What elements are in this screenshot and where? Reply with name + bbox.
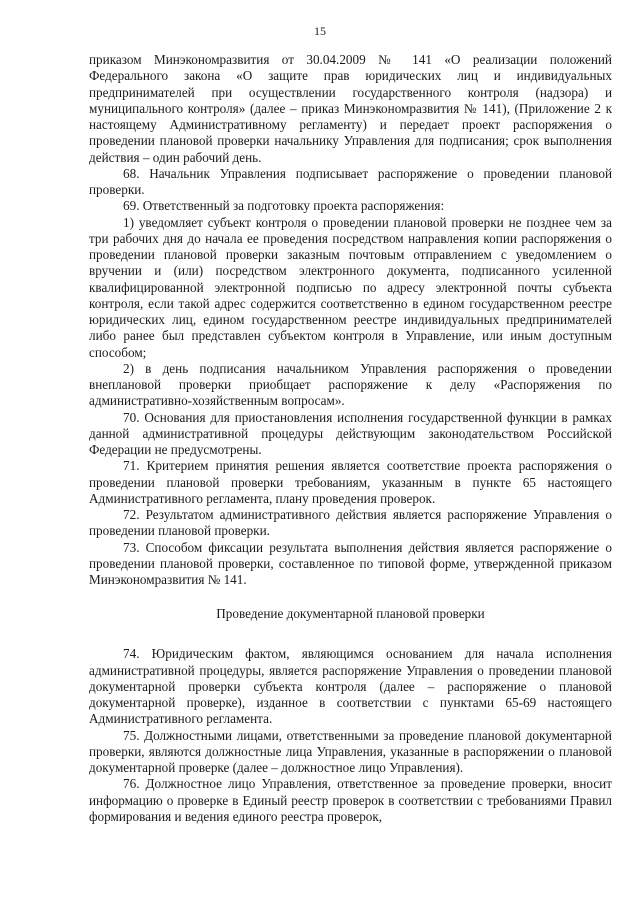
paragraph-75: 75. Должностными лицами, ответственными за проведение плановой документарной проверки, являются должностные лица Управления, указанные в распоряжении о плановой документарной проверке (далее – должностное лицо Управления).: [89, 727, 612, 775]
paragraph-69: 69. Ответственный за подготовку проекта распоряжения:: [123, 198, 445, 214]
paragraph-68: 68. Начальник Управления подписывает распоряжение о проведении плановой проверки.: [89, 165, 612, 197]
paragraph-69-item-2: 2) в день подписания начальником Управления распоряжения о проведении внеплановой проверки приобщает распоряжение к делу «Распоряжения по административно-хозяйственным вопросам».: [89, 360, 612, 409]
paragraph-76: 76. Должностное лицо Управления, ответственное за проведение проверки, вносит информацию о проверке в Единый реестр проверок в соответствии с требованиями Правил формирования и ведения единого реестра проверок,: [89, 776, 612, 824]
paragraph-69-item-1: 1) уведомляет субъект контроля о проведении плановой проверки не позднее чем за три рабочих дня до начала ее проведения посредством направления копии распоряжения о проведении плановой проверки заказным почтовым отправлением с уведомлением о вручении и (или) посредством электронного документа, подписанного усиленной квалифицированной электронной подписью по адресу электронной почты субъекта контроля, если такой адрес содержится соответственно в едином государственном реестре юридических лиц, едином государственном реестре индивидуальных предпринимателей либо ранее был представлен субъектом контроля в Управление, или иным доступным способом;: [89, 214, 612, 360]
paragraph-74: 74. Юридическим фактом, являющимся основанием для начала исполнения административной процедуры, является распоряжение Управления о проведении плановой документарной проверки субъекта контроля (далее – распоряжение о плановой документарной проверке), изданное в соответствии с пунктами 65-69 настоящего Административного регламента.: [89, 646, 612, 727]
page-number: 15: [314, 24, 326, 38]
paragraph-72: 72. Результатом административного действия является распоряжение Управления о проведении плановой проверки.: [89, 507, 612, 539]
section-heading: Проведение документарной плановой проверки: [216, 606, 485, 622]
document-body: [89, 52, 612, 825]
paragraph-continuation: приказом Минэкономразвития от 30.04.2009 № 141 «О реализации положений Федерального закона «О защите прав юридических лиц и индивидуальных предпринимателей при осуществлении государственного контроля (надзора) и муниципального контроля» (далее – приказ Минэкономразвития № 141), (Приложение 2 к настоящему Административному регламенту) и передает проект распоряжения о проведении плановой проверки начальнику Управления для подписания; срок выполнения действия – один рабочий день.: [89, 52, 612, 165]
paragraph-71: 71. Критерием принятия решения является соответствие проекта распоряжения о проведении плановой проверки требованиям, указанным в пункте 65 настоящего Административного регламента, плану проведения проверок.: [89, 458, 612, 506]
paragraph-70: 70. Основания для приостановления исполнения государственной функции в рамках данной административной процедуры действующим законодательством Российской Федерации не предусмотрены.: [89, 409, 612, 457]
paragraph-73: 73. Способом фиксации результата выполнения действия является распоряжение о проведении плановой проверки, составленное по типовой форме, утвержденной приказом Минэкономразвития № 141.: [89, 539, 612, 587]
